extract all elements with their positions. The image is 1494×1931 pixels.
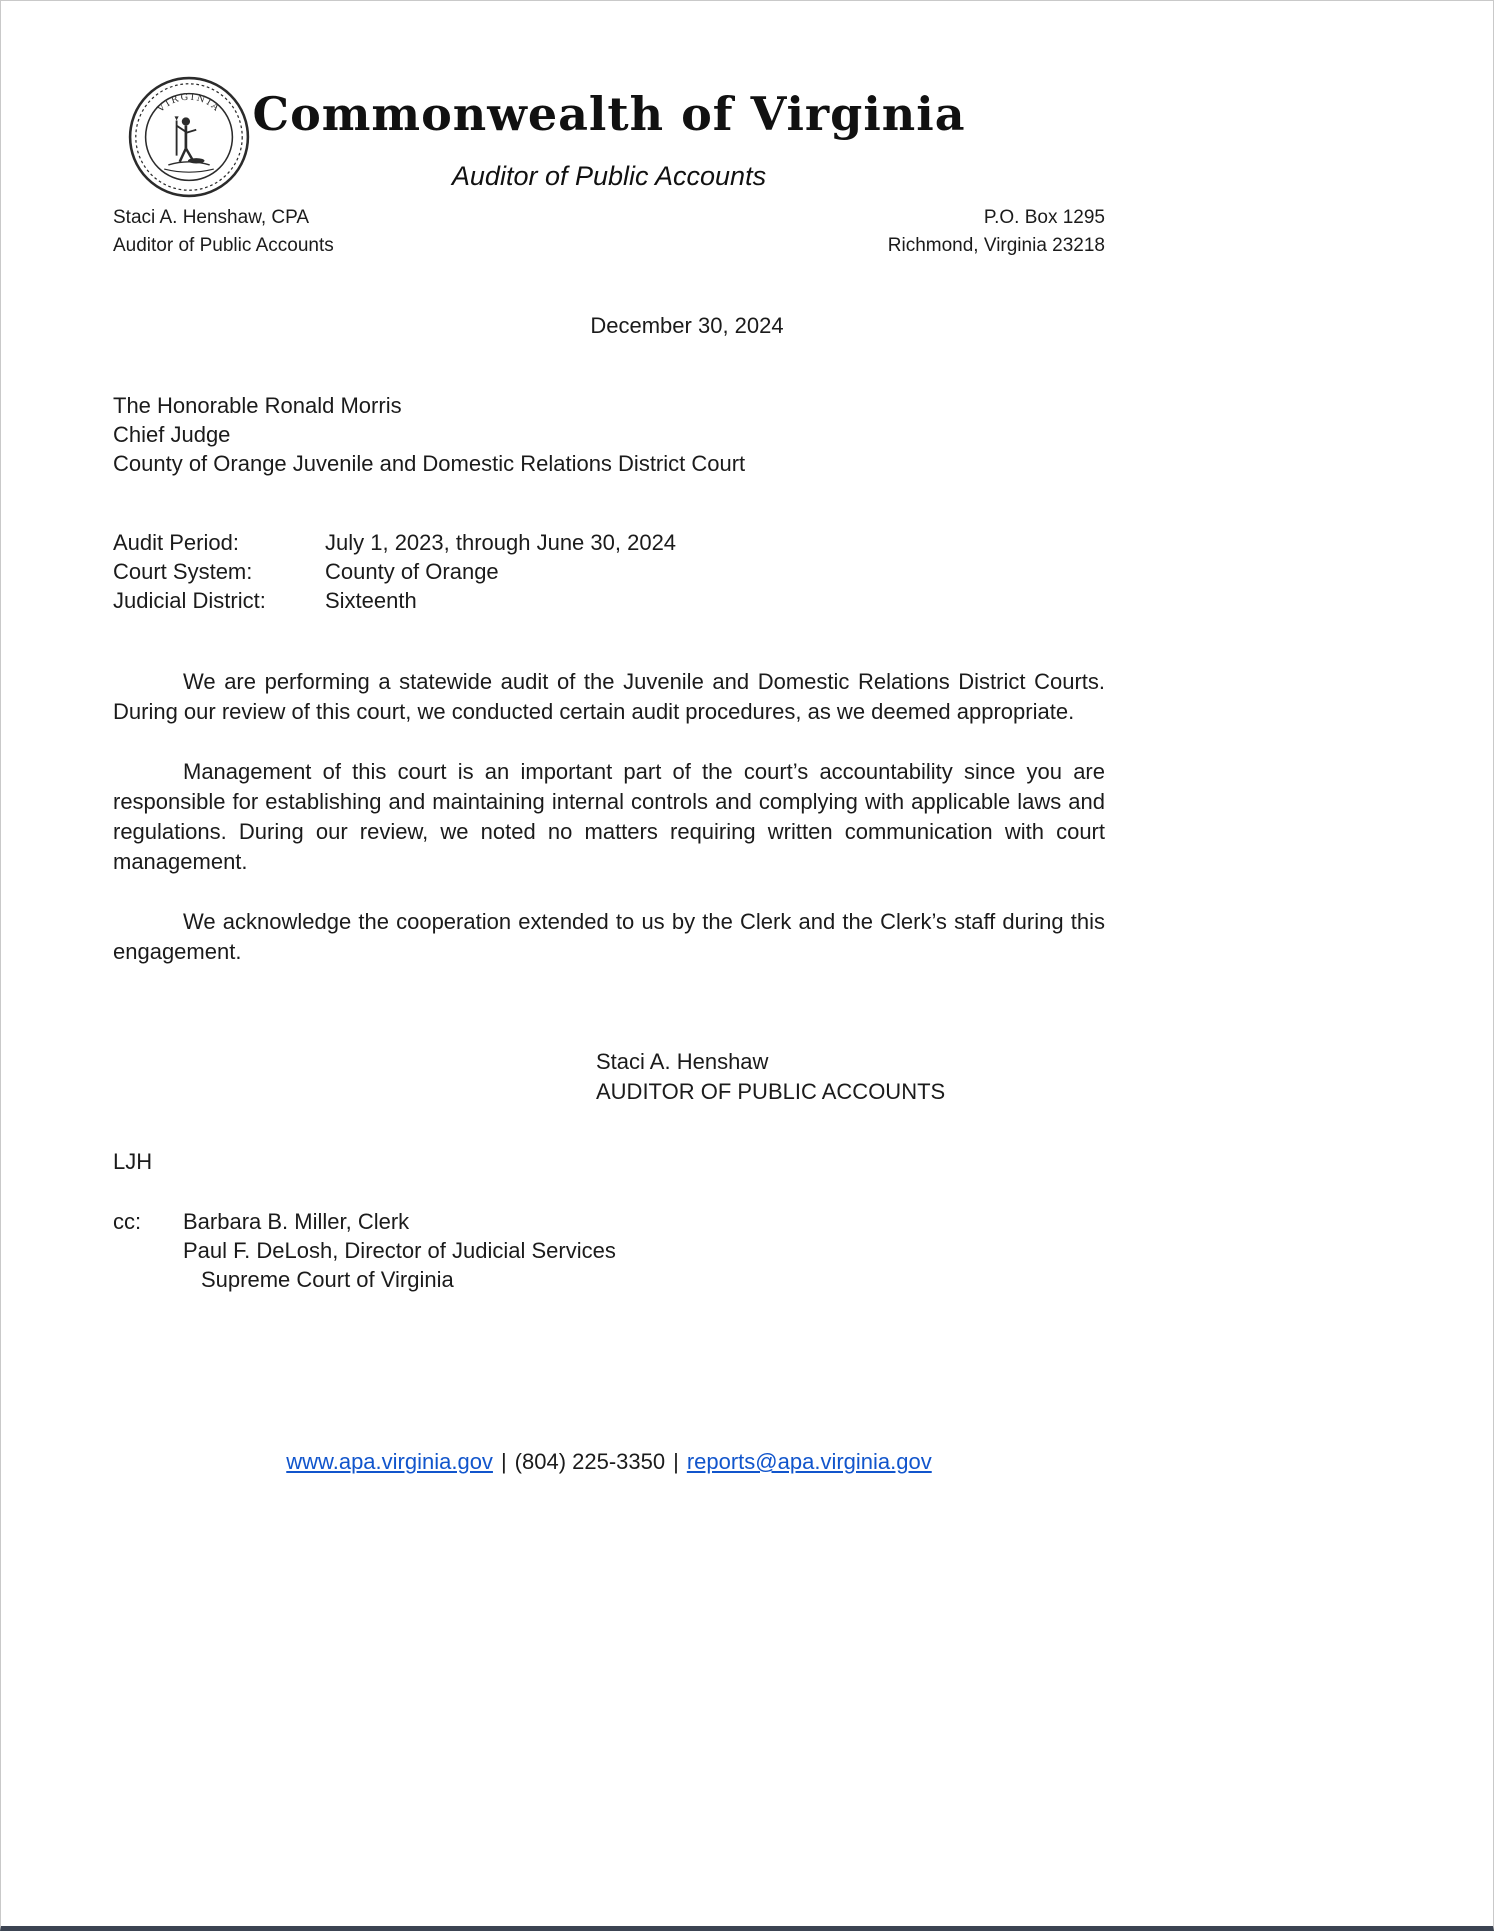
audit-info-row xyxy=(113,557,1105,586)
official-title: Auditor of Public Accounts xyxy=(113,234,334,256)
website-link[interactable]: www.apa.virginia.gov xyxy=(286,1449,493,1474)
body-paragraph-3: We acknowledge the cooperation extended to us by the Clerk and the Clerk’s staff during this engagement. xyxy=(113,909,1105,965)
court-system-label: Court System: xyxy=(113,559,253,585)
signature-name: Staci A. Henshaw xyxy=(596,1049,769,1075)
footer-separator: | xyxy=(500,1449,507,1474)
judicial-district-value: Sixteenth xyxy=(325,588,417,614)
footer xyxy=(113,1449,1105,1475)
signature-title: AUDITOR OF PUBLIC ACCOUNTS xyxy=(596,1079,946,1105)
address-block xyxy=(888,204,1105,259)
body-paragraph-2: Management of this court is an important part of the court’s accountability since you are responsible for establishing and maintaining internal controls and complying with applicable laws and regulations. During our review, we noted no matters requiring written communication with court management. xyxy=(113,759,1105,875)
letter-date: December 30, 2024 xyxy=(590,313,784,339)
audit-info-row xyxy=(113,528,1105,557)
cc-lines xyxy=(183,1207,616,1294)
phone-number: (804) 225-3350 xyxy=(514,1449,666,1474)
recipient-block xyxy=(113,391,1105,478)
audit-info-row xyxy=(113,586,1105,615)
official-name: Staci A. Henshaw, CPA xyxy=(113,207,310,228)
email-link[interactable]: reports@apa.virginia.gov xyxy=(686,1449,932,1474)
address-line-2: Richmond, Virginia 23218 xyxy=(887,234,1105,256)
audit-info-block xyxy=(113,528,1105,615)
court-system-value: County of Orange xyxy=(325,559,499,585)
cc-label: cc: xyxy=(113,1209,142,1235)
judicial-district-label: Judicial District: xyxy=(113,588,266,614)
recipient-line: The Honorable Ronald Morris xyxy=(113,393,402,419)
address-line-1: P.O. Box 1295 xyxy=(983,207,1105,228)
letterhead-title: Commonwealth of Virginia xyxy=(252,87,966,141)
cc-line: Barbara B. Miller, Clerk xyxy=(183,1209,410,1235)
virginia-state-seal-icon xyxy=(127,75,251,199)
cc-line: Paul F. DeLosh, Director of Judicial Services xyxy=(183,1238,616,1264)
svg-text:VIRGINIA: VIRGINIA xyxy=(155,91,223,115)
audit-period-label: Audit Period: xyxy=(113,530,239,556)
official-block xyxy=(113,204,334,259)
audit-period-value: July 1, 2023, through June 30, 2024 xyxy=(325,530,677,556)
cc-block xyxy=(113,1207,1105,1294)
signature-block xyxy=(596,1047,1105,1107)
letterhead xyxy=(113,73,1105,259)
footer-separator: | xyxy=(673,1449,679,1474)
letterhead-subtitle: Auditor of Public Accounts xyxy=(451,161,767,191)
letterhead-info-row xyxy=(113,204,1105,259)
body-paragraph-1: We are performing a statewide audit of the Juvenile and Domestic Relations District Courts. During our review of this court, we conducted certain audit procedures, as we deemed appropriate. xyxy=(113,669,1105,725)
recipient-line: Chief Judge xyxy=(113,422,231,448)
recipient-line: County of Orange Juvenile and Domestic Relations District Court xyxy=(113,451,746,477)
preparer-initials: LJH xyxy=(113,1149,153,1175)
cc-line: Supreme Court of Virginia xyxy=(201,1267,454,1293)
